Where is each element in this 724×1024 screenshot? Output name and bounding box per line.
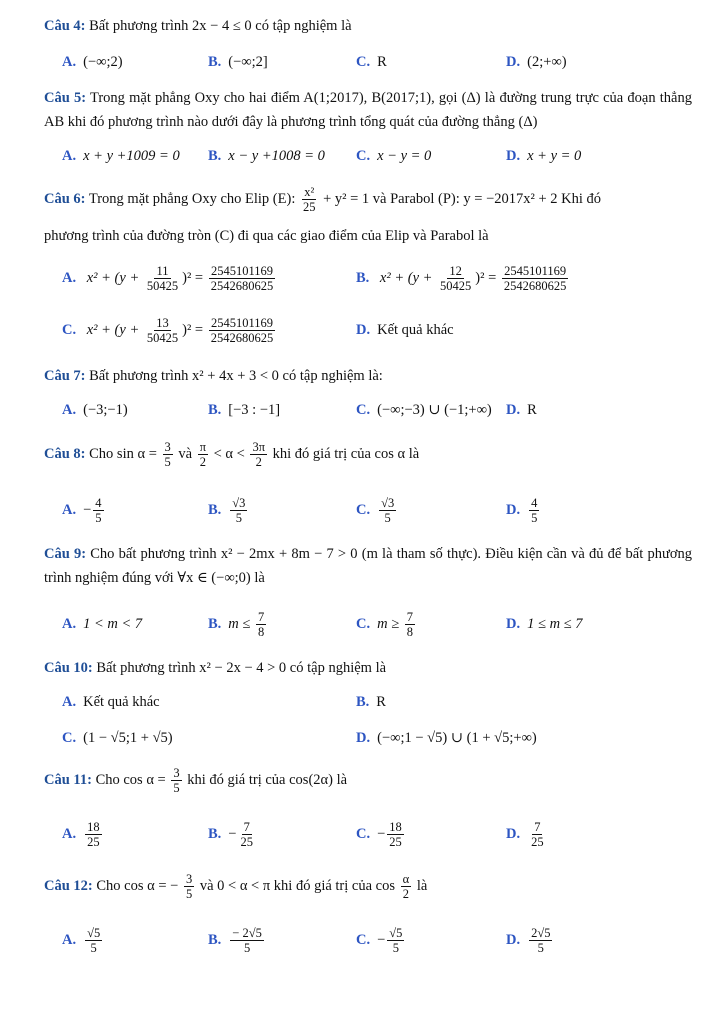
option-a[interactable]: A. x² + (y + $\frac{11}{50425}$ )² = $\frac{2545101169}{2542680625}$: [62, 264, 274, 294]
fraction: $\frac{√5}{5}$: [87, 926, 101, 956]
option-d[interactable]: D. (−∞;1 − √5) ∪ (1 + √5;+∞): [356, 730, 537, 746]
option-text: x + y = 0: [527, 148, 582, 164]
option-c[interactable]: C. x² + (y + $\frac{13}{50425}$ )² = $\frac{2545101169}{2542680625}$: [62, 316, 274, 346]
fraction: $\frac{3}{5}$: [185, 872, 193, 902]
fraction: $\frac{2545101169}{2542680625}$: [503, 264, 567, 294]
fraction: $\frac{7}{25}$: [531, 820, 544, 850]
question-label: Câu 12:: [44, 878, 93, 894]
option-letter: D.: [356, 730, 371, 746]
fraction: $\frac{7}{8}$: [406, 610, 414, 640]
option-letter: A.: [62, 402, 77, 418]
question-10: [44, 656, 692, 680]
option-letter: B.: [356, 270, 370, 286]
fraction: $\frac{12}{50425}$: [440, 264, 472, 294]
fraction: $\frac{4}{5}$: [95, 496, 102, 526]
fraction: $\frac{3}{5}$: [164, 440, 171, 470]
question-9: [44, 542, 692, 590]
fraction: $\frac{13}{50425}$: [146, 316, 179, 346]
question-label: Câu 6:: [44, 191, 86, 207]
option-text: R: [377, 54, 387, 70]
option-d[interactable]: [356, 320, 454, 340]
option-letter: D.: [506, 932, 521, 948]
option-letter: A.: [62, 694, 77, 710]
option-letter: C.: [62, 730, 77, 746]
option-b[interactable]: B. − $\frac{7}{25}$: [208, 820, 253, 850]
option-b[interactable]: B. x² + (y + $\frac{12}{50425}$ )² = $\frac{2545101169}{2542680625}$: [356, 264, 567, 294]
fraction: $\frac{- 2√5}{5}$: [232, 926, 262, 956]
option-text: Kết quả khác: [377, 322, 454, 338]
option-letter: D.: [506, 826, 521, 842]
question-8: Câu 8: Cho sin α = $\frac{3}{5}$ và $\frac{\pi}{2}$ < α < $\frac{3\pi}{2}$ khi đó giá trị của cos α là: [44, 440, 420, 470]
question-text: Trong mặt phẳng Oxy cho Elip (E):: [88, 191, 296, 207]
option-a[interactable]: A. 1 < m < 7: [62, 616, 143, 632]
option-letter: B.: [208, 502, 222, 518]
question-label: Câu 9:: [44, 546, 87, 562]
option-d[interactable]: [506, 146, 581, 166]
option-c[interactable]: C. − $\frac{18}{25}$: [356, 820, 402, 850]
option-d[interactable]: [506, 494, 541, 526]
question-text: Bất phương trình x² − 2x − 4 > 0 có tập nghiệm là: [96, 660, 387, 676]
option-letter: C.: [356, 826, 371, 842]
option-a[interactable]: [62, 52, 123, 72]
fraction: $\frac{18}{25}$: [389, 820, 402, 850]
option-letter: C.: [62, 322, 77, 338]
option-c[interactable]: C. m ≥ $\frac{7}{8}$: [356, 610, 414, 640]
fraction: $\frac{2√5}{5}$: [531, 926, 551, 956]
option-text: (−∞;2]: [228, 54, 268, 70]
option-b[interactable]: [208, 924, 266, 956]
fraction: $\frac{7}{25}$: [240, 820, 253, 850]
option-c[interactable]: [356, 494, 398, 526]
question-text: Trong mặt phẳng Oxy cho hai điểm A(1;2017), B(2017;1), gọi (Δ) là đường trung trực của đoạn thẳng AB khi đó phương trình nào dưới đây là phương trình tổng quát của đường thẳng (Δ): [44, 90, 692, 130]
option-text: (−3;−1): [83, 402, 128, 418]
fraction: $\frac{11}{50425}$: [146, 264, 179, 294]
option-text: (−∞;−3) ∪ (−1;+∞): [377, 402, 492, 418]
question-label: Câu 7:: [44, 368, 86, 384]
option-letter: C.: [356, 502, 371, 518]
option-b[interactable]: [208, 494, 249, 526]
fraction: $\frac{√3}{5}$: [232, 496, 246, 526]
option-text: R: [527, 402, 537, 418]
option-letter: C.: [356, 54, 371, 70]
fraction: $\frac{2545101169}{2542680625}$: [210, 316, 274, 346]
option-letter: A.: [62, 826, 77, 842]
option-letter: C.: [356, 148, 371, 164]
option-a[interactable]: [62, 818, 104, 850]
question-text: phương trình của đường tròn (C) đi qua các giao điểm của Elip và Parabol là: [44, 228, 489, 244]
question-label: Câu 5:: [44, 90, 87, 106]
option-letter: D.: [506, 402, 521, 418]
option-text: x² + (y +: [379, 270, 433, 286]
option-letter: D.: [356, 322, 371, 338]
question-12: Câu 12: Cho cos α = − $\frac{3}{5}$ và 0 < α < π khi đó giá trị của cos $\frac{\alpha}{2}$ là: [44, 872, 428, 902]
option-text: (2;+∞): [527, 54, 567, 70]
option-letter: D.: [506, 502, 521, 518]
question-text: Bất phương trình x² + 4x + 3 < 0 có tập nghiệm là:: [89, 368, 383, 384]
option-letter: C.: [356, 932, 371, 948]
fraction: $\frac{3\pi}{2}$: [252, 440, 266, 470]
option-d[interactable]: [506, 400, 537, 420]
option-letter: D.: [506, 616, 521, 632]
question-4: [44, 14, 692, 38]
option-c[interactable]: [356, 146, 431, 166]
question-6: [44, 184, 692, 214]
fraction: $\frac{2545101169}{2542680625}$: [210, 264, 274, 294]
option-c[interactable]: C. (1 − √5;1 + √5): [62, 730, 173, 746]
option-letter: A.: [62, 54, 77, 70]
fraction: $\frac{\alpha}{2}$: [402, 872, 410, 902]
option-d[interactable]: [506, 818, 548, 850]
fraction: $\frac{7}{8}$: [257, 610, 265, 640]
option-c[interactable]: C. − $\frac{√5}{5}$: [356, 926, 403, 956]
option-b[interactable]: B. R: [356, 694, 386, 710]
option-a[interactable]: A. − $\frac{4}{5}$: [62, 496, 102, 526]
option-c[interactable]: [356, 52, 387, 72]
option-letter: C.: [356, 616, 371, 632]
option-b[interactable]: [208, 400, 280, 420]
fraction: $\frac{18}{25}$: [87, 820, 100, 850]
option-letter: A.: [62, 502, 77, 518]
fraction: $\frac{√5}{5}$: [389, 926, 403, 956]
option-letter: B.: [208, 826, 222, 842]
option-letter: B.: [208, 54, 222, 70]
question-text: Bất phương trình 2x − 4 ≤ 0 có tập nghiệm là: [89, 18, 352, 34]
option-letter: C.: [356, 402, 371, 418]
question-label: Câu 10:: [44, 660, 93, 676]
question-label: Câu 11:: [44, 772, 92, 788]
option-b[interactable]: [208, 52, 268, 72]
question-5: [44, 86, 692, 134]
question-text: Cho bất phương trình x² − 2mx + 8m − 7 > 0 (m là tham số thực). Điều kiện cần và đủ để bất phương trình nghiệm đúng với ∀x ∈ (−∞;0) là: [44, 546, 692, 586]
option-text: x − y = 0: [377, 148, 432, 164]
option-letter: A.: [62, 616, 77, 632]
option-letter: B.: [356, 694, 370, 710]
option-a[interactable]: [62, 146, 180, 166]
fraction: $\frac{3}{5}$: [173, 766, 180, 796]
option-letter: B.: [208, 932, 222, 948]
fraction: $\frac{4}{5}$: [531, 496, 538, 526]
option-c[interactable]: [356, 400, 492, 420]
question-11: Câu 11: Cho cos α = $\frac{3}{5}$ khi đó giá trị của cos(2α) là: [44, 766, 348, 796]
option-letter: B.: [208, 402, 222, 418]
option-text: x² + (y +: [86, 322, 140, 338]
question-7: [44, 364, 692, 388]
option-d[interactable]: D. 1 ≤ m ≤ 7: [506, 616, 583, 632]
option-d[interactable]: [506, 52, 567, 72]
option-letter: A.: [62, 932, 77, 948]
option-text: x + y +1009 = 0: [83, 148, 180, 164]
option-letter: B.: [208, 148, 222, 164]
question-6-cont: [44, 224, 692, 248]
option-d[interactable]: [506, 924, 554, 956]
option-b[interactable]: [208, 146, 325, 166]
option-a[interactable]: [62, 400, 128, 420]
option-a[interactable]: A. Kết quả khác: [62, 694, 160, 710]
fraction: $\frac{\pi}{2}$: [199, 440, 206, 470]
option-b[interactable]: B. m ≤ $\frac{7}{8}$: [208, 610, 265, 640]
option-text: x − y +1008 = 0: [228, 148, 325, 164]
question-text: + y² = 1 và Parabol (P): y = −2017x² + 2 Khi đó: [323, 191, 602, 207]
option-letter: B.: [208, 616, 222, 632]
question-label: Câu 4:: [44, 18, 86, 34]
option-text: (−∞;2): [83, 54, 123, 70]
fraction: $\frac{\text{x²}}{25}$: [302, 185, 316, 215]
question-label: Câu 8:: [44, 446, 86, 462]
option-a[interactable]: [62, 924, 104, 956]
option-text: x² + (y +: [86, 270, 140, 286]
option-letter: A.: [62, 270, 77, 286]
option-letter: A.: [62, 148, 77, 164]
option-letter: D.: [506, 148, 521, 164]
fraction: $\frac{√3}{5}$: [381, 496, 395, 526]
option-letter: D.: [506, 54, 521, 70]
option-text: [−3 : −1]: [228, 402, 281, 418]
